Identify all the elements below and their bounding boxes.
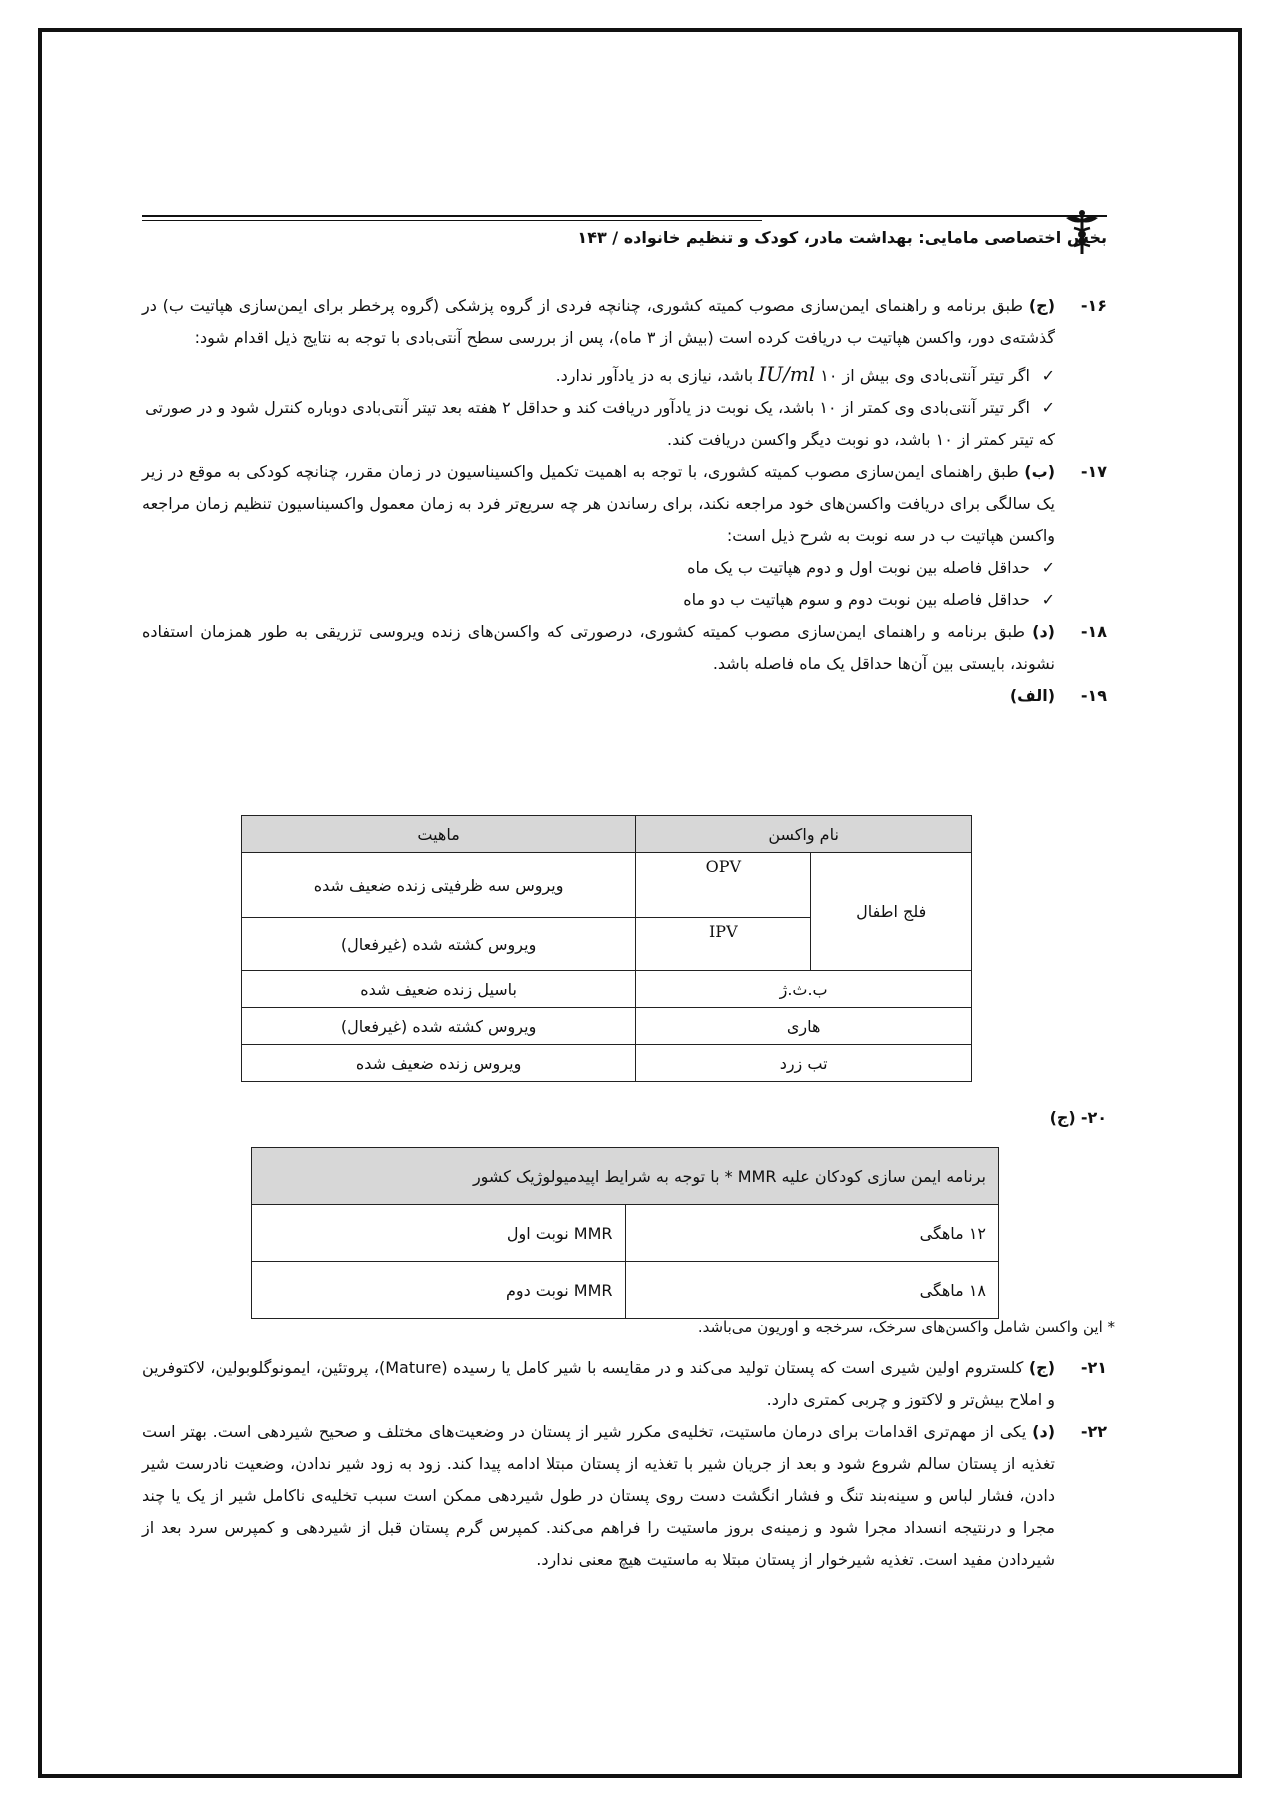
column-header: نام واکسن <box>636 816 972 853</box>
question-number: ۱۷- <box>1080 462 1107 481</box>
table-cell: ویروس سه ظرفیتی زنده ضعیف شده <box>242 853 636 918</box>
check-item <box>142 584 1107 616</box>
header-rule <box>142 215 1107 217</box>
answer-tag: (ب) <box>1024 462 1055 481</box>
check-item <box>142 358 1107 392</box>
checkmark-icon: ✓ <box>1041 398 1055 417</box>
checkmark-icon: ✓ <box>1041 558 1055 577</box>
vaccine-nature-table <box>241 815 972 1082</box>
table-footnote: * این واکسن شامل واکسن‌های سرخک، سرخجه و اوریون می‌باشد. <box>697 1318 1115 1336</box>
unit-fraction: IU/ml <box>758 362 816 386</box>
table-header-row <box>252 1148 999 1205</box>
table-row <box>242 853 972 918</box>
checkmark-icon: ✓ <box>1041 590 1055 609</box>
answer-tag: (د) <box>1032 622 1055 641</box>
check-item <box>142 392 1107 456</box>
question-20 <box>1050 1108 1107 1127</box>
question-text: طبق برنامه و راهنمای ایمن‌سازی مصوب کمیته کشوری، چنانچه فردی از گروه پزشکی (گروه پرخطر برای ایمن‌سازی هپاتیت ب) در گذشته‌ی دور، واکسن هپاتیت ب دریافت کرده است (بیش از ۳ ماه)، پس از بررسی سطح آنتی‌بادی با توجه به نتایج ذیل اقدام شود: <box>142 296 1055 347</box>
table-cell: ویروس کشته شده (غیرفعال) <box>242 1008 636 1045</box>
check-text: باشد، نیازی به دز یادآور ندارد. <box>555 366 754 385</box>
table-cell: باسیل زنده ضعیف شده <box>242 971 636 1008</box>
check-item <box>142 552 1107 584</box>
table-cell: ویروس کشته شده (غیرفعال) <box>242 918 636 971</box>
answer-tag: (د) <box>1032 1422 1056 1441</box>
question-text: کلستروم اولین شیری است که پستان تولید می‌کند و در مقایسه با شیر کامل یا رسیده (Mature)، پروتئین، ایمونوگلوبولین، لاکتوفرین و املاح بیش‌تر و لاکتوز و چربی کمتری دارد. <box>142 1358 1055 1409</box>
question-19 <box>142 680 1107 712</box>
check-text: اگر تیتر آنتی‌بادی وی بیش از <box>842 366 1030 385</box>
question-number: ۲۰- <box>1080 1108 1107 1127</box>
table-row <box>252 1262 999 1319</box>
table-cell: MMR نوبت دوم <box>252 1262 626 1319</box>
check-text: اگر تیتر آنتی‌بادی وی کمتر از ۱۰ باشد، یک نوبت دز یادآور دریافت کند و حداقل ۲ هفته بعد تیتر آنتی‌بادی دوباره کنترل شود و در صورتی که تیتر کمتر از ۱۰ باشد، دو نوبت دیگر واکسن دریافت کند. <box>145 398 1055 449</box>
question-17 <box>142 456 1107 552</box>
table-header: برنامه ایمن سازی کودکان علیه MMR * با توجه به شرایط اپیدمیولوژیک کشور <box>252 1148 999 1205</box>
answer-list <box>142 290 1107 712</box>
question-22 <box>142 1416 1107 1576</box>
table-row <box>252 1205 999 1262</box>
question-number: ۲۲- <box>1080 1422 1107 1441</box>
table-row <box>242 1008 972 1045</box>
check-text: حداقل فاصله بین نوبت دوم و سوم هپاتیت ب دو ماه <box>683 590 1030 609</box>
table-cell: ویروس زنده ضعیف شده <box>242 1045 636 1082</box>
question-number: ۱۹- <box>1080 686 1107 705</box>
table-cell: OPV <box>636 853 811 918</box>
question-number: ۱۸- <box>1080 622 1107 641</box>
checkmark-icon: ✓ <box>1041 366 1055 385</box>
running-header-title: بخش اختصاصی مامایی: بهداشت مادر، کودک و تنظیم خانواده / ۱۴۳ <box>577 228 1107 247</box>
table-cell: MMR نوبت اول <box>252 1205 626 1262</box>
table-cell: تب زرد <box>636 1045 972 1082</box>
question-21 <box>142 1352 1107 1416</box>
header-rule-thin <box>142 220 762 221</box>
answer-tag: (ج) <box>1028 296 1055 315</box>
question-16 <box>142 290 1107 354</box>
table-row <box>242 971 972 1008</box>
question-text: طبق راهنمای ایمن‌سازی مصوب کمیته کشوری، با توجه به اهمیت تکمیل واکسیناسیون در زمان مقرر، چنانچه کودکی به موقع در زیر یک سالگی برای دریافت واکسن‌های خود مراجعه نکند، برای رساندن هر چه سریع‌تر فرد به زمان معمول واکسیناسیون تنظیم زمان مراجعه واکسن هپاتیت ب در سه نوبت به شرح ذیل است: <box>142 462 1055 545</box>
table-cell: ۱۸ ماهگی <box>625 1262 999 1319</box>
table-cell: هاری <box>636 1008 972 1045</box>
question-number: ۲۱- <box>1080 1358 1107 1377</box>
table-header-row <box>242 816 972 853</box>
table-cell: فلج اطفال <box>811 853 972 971</box>
question-text: طبق برنامه و راهنمای ایمن‌سازی مصوب کمیته کشوری، درصورتی که واکسن‌های زنده ویروسی تزریقی به طور همزمان استفاده نشوند، بایستی بین آن‌ها حداقل یک ماه فاصله باشد. <box>142 622 1055 673</box>
table-cell: ۱۲ ماهگی <box>625 1205 999 1262</box>
column-header: ماهیت <box>242 816 636 853</box>
table-cell: ب.ث.ژ <box>636 971 972 1008</box>
answer-list-continued <box>142 1352 1107 1576</box>
question-text: یکی از مهم‌تری اقدامات برای درمان ماستیت، تخلیه‌ی مکرر شیر از پستان در وضعیت‌های مختلف و صحیح شیردهی است. بهتر است تغذیه از پستان سالم شروع شود و بعد از جریان شیر با تغذیه از پستان مبتلا ادامه پیدا کند. زود به زود شیر ندادن، وضعیت نادرست شیر دادن، فشار لباس و سینه‌بند تنگ و فشار انگشت دست روی پستان در طول شیردهی ممکن است سبب تخلیه‌ی ناکامل شیر از یک یا چند مجرا و درنتیجه انسداد مجرا شود و زمینه‌ی بروز ماستیت را فراهم می‌کند. کمپرس گرم پستان قبل از شیردهی و کمپرس سرد بعد از شیردادن مفید است. تغذیه شیرخوار از پستان مبتلا به ماستیت هیچ معنی ندارد. <box>142 1422 1055 1569</box>
question-number: ۱۶- <box>1080 296 1107 315</box>
table-cell: IPV <box>636 918 811 971</box>
page-header <box>142 210 1107 250</box>
threshold-value: ۱۰ <box>820 366 838 385</box>
answer-tag: (الف) <box>1009 686 1055 705</box>
question-18 <box>142 616 1107 680</box>
check-text: حداقل فاصله بین نوبت اول و دوم هپاتیت ب یک ماه <box>687 558 1030 577</box>
answer-tag: (ج) <box>1049 1108 1076 1127</box>
answer-tag: (ج) <box>1028 1358 1055 1377</box>
mmr-schedule-table <box>251 1147 999 1319</box>
table-row <box>242 1045 972 1082</box>
